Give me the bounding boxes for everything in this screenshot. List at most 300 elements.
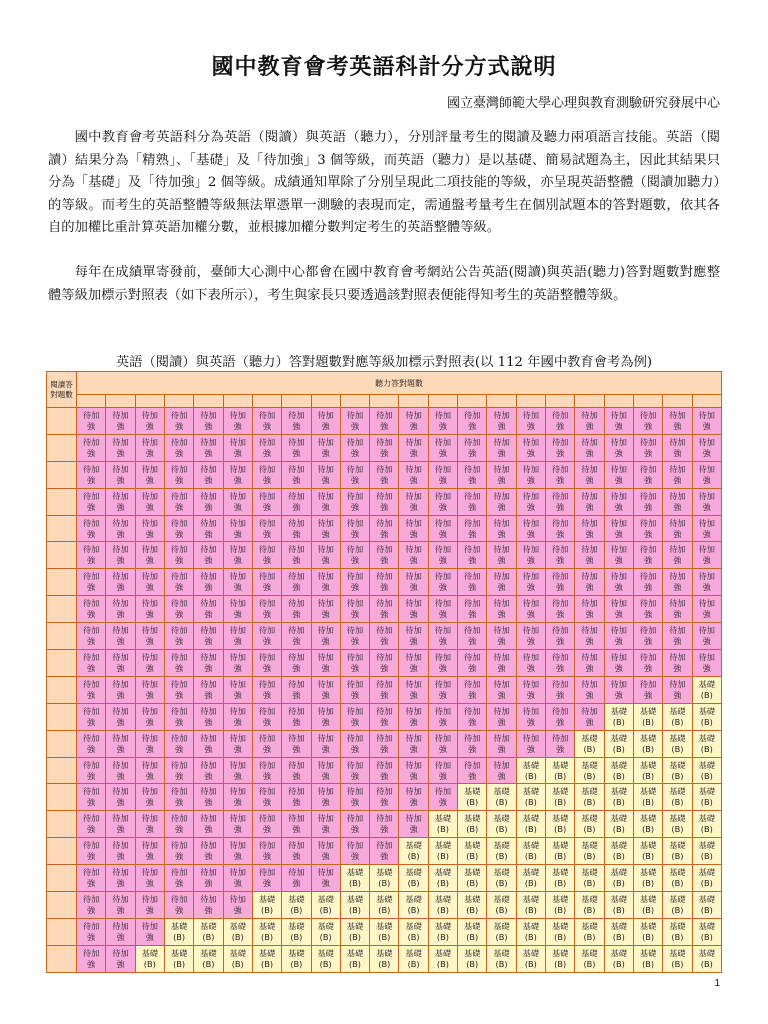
grade-cell-needs-improvement: 待加 強 xyxy=(604,676,633,703)
grade-cell-needs-improvement: 待加 強 xyxy=(164,676,193,703)
grade-cell-needs-improvement: 待加 強 xyxy=(223,811,252,838)
grade-cell-needs-improvement: 待加 強 xyxy=(135,408,164,435)
grade-cell-needs-improvement: 待加 強 xyxy=(340,542,369,569)
grade-cell-needs-improvement: 待加 強 xyxy=(282,408,311,435)
table-row xyxy=(47,623,722,650)
grade-cell-needs-improvement: 待加 強 xyxy=(692,408,721,435)
grade-cell-basic: 基礎 (B) xyxy=(633,703,662,730)
grade-cell-needs-improvement: 待加 強 xyxy=(692,650,721,677)
grade-cell-needs-improvement: 待加 強 xyxy=(135,434,164,461)
grade-cell-basic: 基礎 (B) xyxy=(692,918,721,945)
grade-cell-needs-improvement: 待加 強 xyxy=(77,811,106,838)
grade-cell-needs-improvement: 待加 強 xyxy=(340,811,369,838)
grade-cell-needs-improvement: 待加 強 xyxy=(252,569,281,596)
grade-cell-needs-improvement: 待加 強 xyxy=(370,650,399,677)
grade-cell-needs-improvement: 待加 強 xyxy=(458,703,487,730)
grade-cell-basic: 基礎 (B) xyxy=(516,892,545,919)
grade-cell-needs-improvement: 待加 強 xyxy=(692,488,721,515)
grade-cell-needs-improvement: 待加 強 xyxy=(311,623,340,650)
grade-cell-needs-improvement: 待加 強 xyxy=(194,650,223,677)
grade-cell-needs-improvement: 待加 強 xyxy=(604,408,633,435)
table-row xyxy=(47,838,722,865)
grade-cell-needs-improvement: 待加 強 xyxy=(164,650,193,677)
grade-cell-needs-improvement: 待加 強 xyxy=(282,865,311,892)
grade-cell-needs-improvement: 待加 強 xyxy=(340,730,369,757)
grade-cell-needs-improvement: 待加 強 xyxy=(106,945,135,972)
listening-column-header xyxy=(604,395,633,408)
reading-row-header xyxy=(47,488,77,515)
grade-cell-needs-improvement: 待加 強 xyxy=(487,434,516,461)
listening-column-header xyxy=(106,395,135,408)
grade-cell-needs-improvement: 待加 強 xyxy=(223,488,252,515)
grade-cell-needs-improvement: 待加 強 xyxy=(194,811,223,838)
grade-cell-needs-improvement: 待加 強 xyxy=(575,408,604,435)
grade-cell-needs-improvement: 待加 強 xyxy=(604,650,633,677)
grade-cell-needs-improvement: 待加 強 xyxy=(223,569,252,596)
grade-cell-basic: 基礎 (B) xyxy=(546,892,575,919)
grade-cell-basic: 基礎 (B) xyxy=(575,784,604,811)
reading-row-header xyxy=(47,676,77,703)
grade-cell-basic: 基礎 (B) xyxy=(223,918,252,945)
grade-cell-needs-improvement: 待加 強 xyxy=(252,730,281,757)
grade-cell-needs-improvement: 待加 強 xyxy=(252,784,281,811)
grade-cell-needs-improvement: 待加 強 xyxy=(399,488,428,515)
listening-column-header xyxy=(633,395,662,408)
grade-cell-basic: 基礎 (B) xyxy=(516,757,545,784)
table-row xyxy=(47,784,722,811)
grade-cell-needs-improvement: 待加 強 xyxy=(516,623,545,650)
grade-cell-needs-improvement: 待加 強 xyxy=(663,650,692,677)
grade-cell-needs-improvement: 待加 強 xyxy=(135,892,164,919)
grade-cell-needs-improvement: 待加 強 xyxy=(633,569,662,596)
reading-row-header xyxy=(47,730,77,757)
grade-cell-needs-improvement: 待加 強 xyxy=(458,676,487,703)
grade-cell-needs-improvement: 待加 強 xyxy=(311,650,340,677)
grade-cell-needs-improvement: 待加 強 xyxy=(311,515,340,542)
grade-cell-needs-improvement: 待加 強 xyxy=(311,676,340,703)
grade-cell-basic: 基礎 (B) xyxy=(692,730,721,757)
grade-cell-basic: 基礎 (B) xyxy=(223,945,252,972)
grade-cell-needs-improvement: 待加 強 xyxy=(252,703,281,730)
grade-cell-basic: 基礎 (B) xyxy=(164,918,193,945)
grade-cell-basic: 基礎 (B) xyxy=(487,838,516,865)
grade-cell-basic: 基礎 (B) xyxy=(633,865,662,892)
grade-cell-basic: 基礎 (B) xyxy=(487,945,516,972)
grade-cell-needs-improvement: 待加 強 xyxy=(106,623,135,650)
grade-cell-basic: 基礎 (B) xyxy=(282,945,311,972)
grade-cell-needs-improvement: 待加 強 xyxy=(135,811,164,838)
grade-cell-basic: 基礎 (B) xyxy=(370,945,399,972)
grade-cell-needs-improvement: 待加 強 xyxy=(252,408,281,435)
grade-cell-needs-improvement: 待加 強 xyxy=(194,623,223,650)
grade-cell-basic: 基礎 (B) xyxy=(633,918,662,945)
grade-cell-needs-improvement: 待加 強 xyxy=(399,757,428,784)
grade-cell-needs-improvement: 待加 強 xyxy=(546,676,575,703)
grade-cell-basic: 基礎 (B) xyxy=(282,918,311,945)
grade-cell-needs-improvement: 待加 強 xyxy=(282,488,311,515)
grade-cell-needs-improvement: 待加 強 xyxy=(633,434,662,461)
grade-cell-basic: 基礎 (B) xyxy=(692,784,721,811)
listening-column-header xyxy=(164,395,193,408)
grade-cell-basic: 基礎 (B) xyxy=(340,892,369,919)
grade-cell-needs-improvement: 待加 強 xyxy=(311,703,340,730)
grade-cell-needs-improvement: 待加 強 xyxy=(106,408,135,435)
grade-cell-needs-improvement: 待加 強 xyxy=(135,784,164,811)
listening-header: 聽力答對題數 xyxy=(77,372,722,395)
grade-cell-basic: 基礎 (B) xyxy=(428,865,457,892)
grade-cell-needs-improvement: 待加 強 xyxy=(487,515,516,542)
grade-cell-needs-improvement: 待加 強 xyxy=(135,650,164,677)
grade-cell-needs-improvement: 待加 強 xyxy=(194,757,223,784)
grade-cell-needs-improvement: 待加 強 xyxy=(604,461,633,488)
grade-cell-basic: 基礎 (B) xyxy=(458,945,487,972)
grade-cell-needs-improvement: 待加 強 xyxy=(663,676,692,703)
grade-cell-needs-improvement: 待加 強 xyxy=(135,838,164,865)
grade-cell-basic: 基礎 (B) xyxy=(399,945,428,972)
grade-cell-basic: 基礎 (B) xyxy=(516,918,545,945)
listening-column-header xyxy=(370,395,399,408)
grade-cell-needs-improvement: 待加 強 xyxy=(223,434,252,461)
grade-cell-basic: 基礎 (B) xyxy=(692,703,721,730)
grade-cell-needs-improvement: 待加 強 xyxy=(633,408,662,435)
table-row xyxy=(47,488,722,515)
grade-cell-needs-improvement: 待加 強 xyxy=(692,434,721,461)
grade-cell-needs-improvement: 待加 強 xyxy=(311,408,340,435)
listening-column-header xyxy=(458,395,487,408)
grade-cell-basic: 基礎 (B) xyxy=(575,945,604,972)
grade-cell-needs-improvement: 待加 強 xyxy=(106,461,135,488)
grade-cell-basic: 基礎 (B) xyxy=(546,811,575,838)
grade-cell-needs-improvement: 待加 強 xyxy=(546,408,575,435)
grade-cell-basic: 基礎 (B) xyxy=(575,838,604,865)
grade-cell-needs-improvement: 待加 強 xyxy=(223,703,252,730)
grade-cell-needs-improvement: 待加 強 xyxy=(399,811,428,838)
grade-cell-basic: 基礎 (B) xyxy=(516,811,545,838)
grade-cell-needs-improvement: 待加 強 xyxy=(135,757,164,784)
grade-cell-needs-improvement: 待加 強 xyxy=(135,676,164,703)
corner-label-reading: 閱讀答對題數 xyxy=(47,372,77,408)
grade-cell-needs-improvement: 待加 強 xyxy=(282,811,311,838)
grade-cell-needs-improvement: 待加 強 xyxy=(575,461,604,488)
grade-cell-basic: 基礎 (B) xyxy=(428,838,457,865)
grade-cell-needs-improvement: 待加 強 xyxy=(340,703,369,730)
grade-cell-basic: 基礎 (B) xyxy=(487,892,516,919)
grade-cell-needs-improvement: 待加 強 xyxy=(399,703,428,730)
grade-cell-needs-improvement: 待加 強 xyxy=(164,569,193,596)
grade-cell-needs-improvement: 待加 強 xyxy=(370,623,399,650)
grade-cell-needs-improvement: 待加 強 xyxy=(487,676,516,703)
grade-cell-needs-improvement: 待加 強 xyxy=(663,488,692,515)
reading-row-header xyxy=(47,542,77,569)
paragraph-intro: 國中教育會考英語科分為英語（閱讀）與英語（聽力），分別評量考生的閱讀及聽力兩項語言技能。英語（閱讀）結果分為「精熟」、「基礎」及「待加強」3 個等級，而英語（聽力）是以基礎、簡易試題為主，因此其結果只分為「基礎」及「待加強」2 個等級。成績通知單除了分別呈現此二項技能的等級，亦呈現英語整體（閱讀加聽力）的等級。而考生的英語整體等級無法單憑單一測驗的表現而定，需通盤考量考生在個別試題本的答對題數，依其各自的加權比重計算英語加權分數，並根據加權分數判定考生的英語整體等級。 xyxy=(48,130,720,235)
grade-cell-needs-improvement: 待加 強 xyxy=(223,650,252,677)
grade-cell-needs-improvement: 待加 強 xyxy=(458,461,487,488)
grade-cell-basic: 基礎 (B) xyxy=(575,757,604,784)
grade-cell-basic: 基礎 (B) xyxy=(575,892,604,919)
grade-cell-needs-improvement: 待加 強 xyxy=(164,515,193,542)
grade-cell-needs-improvement: 待加 強 xyxy=(77,515,106,542)
grade-cell-basic: 基礎 (B) xyxy=(604,703,633,730)
grade-cell-basic: 基礎 (B) xyxy=(546,918,575,945)
grade-cell-needs-improvement: 待加 強 xyxy=(370,811,399,838)
grade-cell-needs-improvement: 待加 強 xyxy=(546,650,575,677)
grade-cell-needs-improvement: 待加 強 xyxy=(487,542,516,569)
grade-cell-needs-improvement: 待加 強 xyxy=(77,703,106,730)
grade-cell-needs-improvement: 待加 強 xyxy=(633,542,662,569)
grade-cell-needs-improvement: 待加 強 xyxy=(106,811,135,838)
grade-cell-needs-improvement: 待加 強 xyxy=(194,865,223,892)
grade-cell-needs-improvement: 待加 強 xyxy=(428,730,457,757)
grade-cell-needs-improvement: 待加 強 xyxy=(77,865,106,892)
grade-cell-needs-improvement: 待加 強 xyxy=(194,542,223,569)
grade-cell-needs-improvement: 待加 強 xyxy=(663,623,692,650)
grade-cell-needs-improvement: 待加 強 xyxy=(164,730,193,757)
grade-cell-needs-improvement: 待加 強 xyxy=(164,488,193,515)
grade-cell-basic: 基礎 (B) xyxy=(604,865,633,892)
grade-cell-needs-improvement: 待加 強 xyxy=(194,408,223,435)
listening-column-header xyxy=(77,395,106,408)
grade-lookup-table xyxy=(46,371,722,973)
grade-cell-needs-improvement: 待加 強 xyxy=(282,515,311,542)
grade-cell-needs-improvement: 待加 強 xyxy=(223,623,252,650)
grade-cell-needs-improvement: 待加 強 xyxy=(575,488,604,515)
grade-cell-basic: 基礎 (B) xyxy=(546,757,575,784)
grade-cell-needs-improvement: 待加 強 xyxy=(164,811,193,838)
grade-cell-basic: 基礎 (B) xyxy=(604,838,633,865)
grade-cell-needs-improvement: 待加 強 xyxy=(252,865,281,892)
grade-cell-basic: 基礎 (B) xyxy=(575,811,604,838)
grade-cell-needs-improvement: 待加 強 xyxy=(487,650,516,677)
grade-cell-needs-improvement: 待加 強 xyxy=(194,488,223,515)
grade-cell-needs-improvement: 待加 強 xyxy=(604,623,633,650)
grade-cell-needs-improvement: 待加 強 xyxy=(223,730,252,757)
grade-cell-needs-improvement: 待加 強 xyxy=(77,434,106,461)
grade-cell-needs-improvement: 待加 強 xyxy=(516,488,545,515)
grade-cell-needs-improvement: 待加 強 xyxy=(164,892,193,919)
grade-cell-basic: 基礎 (B) xyxy=(663,892,692,919)
grade-cell-needs-improvement: 待加 強 xyxy=(370,488,399,515)
grade-cell-needs-improvement: 待加 強 xyxy=(428,461,457,488)
table-row xyxy=(47,730,722,757)
grade-cell-needs-improvement: 待加 強 xyxy=(370,838,399,865)
grade-cell-needs-improvement: 待加 強 xyxy=(399,676,428,703)
listening-column-header xyxy=(311,395,340,408)
grade-cell-needs-improvement: 待加 強 xyxy=(487,730,516,757)
grade-cell-needs-improvement: 待加 強 xyxy=(546,623,575,650)
grade-cell-needs-improvement: 待加 強 xyxy=(311,838,340,865)
grade-cell-needs-improvement: 待加 強 xyxy=(106,918,135,945)
grade-cell-needs-improvement: 待加 強 xyxy=(340,515,369,542)
table-row xyxy=(47,408,722,435)
grade-cell-needs-improvement: 待加 強 xyxy=(106,676,135,703)
grade-cell-needs-improvement: 待加 強 xyxy=(546,569,575,596)
grade-cell-needs-improvement: 待加 強 xyxy=(575,676,604,703)
table-row xyxy=(47,865,722,892)
grade-cell-needs-improvement: 待加 強 xyxy=(194,515,223,542)
grade-cell-needs-improvement: 待加 強 xyxy=(487,488,516,515)
grade-cell-basic: 基礎 (B) xyxy=(428,892,457,919)
grade-cell-needs-improvement: 待加 強 xyxy=(282,542,311,569)
grade-cell-basic: 基礎 (B) xyxy=(164,945,193,972)
grade-cell-basic: 基礎 (B) xyxy=(135,945,164,972)
grade-cell-needs-improvement: 待加 強 xyxy=(164,757,193,784)
grade-cell-needs-improvement: 待加 強 xyxy=(164,408,193,435)
grade-cell-needs-improvement: 待加 強 xyxy=(164,865,193,892)
grade-cell-needs-improvement: 待加 強 xyxy=(487,703,516,730)
grade-cell-needs-improvement: 待加 強 xyxy=(458,408,487,435)
table-row xyxy=(47,650,722,677)
grade-cell-needs-improvement: 待加 強 xyxy=(77,676,106,703)
grade-cell-basic: 基礎 (B) xyxy=(458,918,487,945)
grade-cell-needs-improvement: 待加 強 xyxy=(194,596,223,623)
grade-cell-needs-improvement: 待加 強 xyxy=(77,408,106,435)
grade-cell-needs-improvement: 待加 強 xyxy=(135,542,164,569)
grade-cell-basic: 基礎 (B) xyxy=(575,730,604,757)
grade-cell-needs-improvement: 待加 強 xyxy=(282,838,311,865)
grade-cell-basic: 基礎 (B) xyxy=(399,838,428,865)
listening-column-header xyxy=(663,395,692,408)
listening-column-header xyxy=(487,395,516,408)
grade-cell-needs-improvement: 待加 強 xyxy=(692,515,721,542)
grade-cell-basic: 基礎 (B) xyxy=(663,811,692,838)
table-row xyxy=(47,461,722,488)
grade-cell-basic: 基礎 (B) xyxy=(428,811,457,838)
grade-cell-needs-improvement: 待加 強 xyxy=(546,461,575,488)
grade-cell-needs-improvement: 待加 強 xyxy=(370,542,399,569)
grade-cell-needs-improvement: 待加 強 xyxy=(223,784,252,811)
grade-cell-basic: 基礎 (B) xyxy=(604,757,633,784)
grade-cell-basic: 基礎 (B) xyxy=(340,918,369,945)
grade-cell-needs-improvement: 待加 強 xyxy=(663,434,692,461)
table-row xyxy=(47,676,722,703)
grade-cell-needs-improvement: 待加 強 xyxy=(546,488,575,515)
grade-cell-needs-improvement: 待加 強 xyxy=(135,918,164,945)
grade-cell-needs-improvement: 待加 強 xyxy=(223,676,252,703)
grade-cell-needs-improvement: 待加 強 xyxy=(428,542,457,569)
grade-cell-needs-improvement: 待加 強 xyxy=(458,730,487,757)
grade-cell-basic: 基礎 (B) xyxy=(516,838,545,865)
grade-cell-needs-improvement: 待加 強 xyxy=(223,596,252,623)
grade-cell-needs-improvement: 待加 強 xyxy=(458,542,487,569)
reading-row-header xyxy=(47,408,77,435)
grade-cell-basic: 基礎 (B) xyxy=(516,865,545,892)
grade-cell-basic: 基礎 (B) xyxy=(633,784,662,811)
grade-cell-needs-improvement: 待加 強 xyxy=(135,623,164,650)
grade-cell-basic: 基礎 (B) xyxy=(458,784,487,811)
grade-cell-needs-improvement: 待加 強 xyxy=(311,757,340,784)
grade-cell-needs-improvement: 待加 強 xyxy=(340,461,369,488)
grade-cell-basic: 基礎 (B) xyxy=(194,918,223,945)
grade-cell-needs-improvement: 待加 強 xyxy=(633,676,662,703)
reading-row-header xyxy=(47,838,77,865)
grade-cell-basic: 基礎 (B) xyxy=(370,865,399,892)
listening-column-header xyxy=(546,395,575,408)
grade-cell-needs-improvement: 待加 強 xyxy=(135,703,164,730)
grade-cell-needs-improvement: 待加 強 xyxy=(692,623,721,650)
grade-cell-needs-improvement: 待加 強 xyxy=(194,434,223,461)
grade-cell-basic: 基礎 (B) xyxy=(370,892,399,919)
grade-cell-needs-improvement: 待加 強 xyxy=(252,650,281,677)
reading-row-header xyxy=(47,569,77,596)
grade-cell-needs-improvement: 待加 強 xyxy=(135,515,164,542)
grade-cell-basic: 基礎 (B) xyxy=(252,918,281,945)
grade-cell-needs-improvement: 待加 強 xyxy=(546,515,575,542)
grade-cell-needs-improvement: 待加 強 xyxy=(458,515,487,542)
grade-cell-basic: 基礎 (B) xyxy=(428,945,457,972)
grade-cell-needs-improvement: 待加 強 xyxy=(106,757,135,784)
table-row xyxy=(47,757,722,784)
grade-cell-basic: 基礎 (B) xyxy=(458,838,487,865)
grade-cell-basic: 基礎 (B) xyxy=(340,945,369,972)
reading-row-header xyxy=(47,811,77,838)
grade-cell-needs-improvement: 待加 強 xyxy=(546,730,575,757)
reading-row-header xyxy=(47,623,77,650)
grade-cell-needs-improvement: 待加 強 xyxy=(663,596,692,623)
grade-cell-needs-improvement: 待加 強 xyxy=(516,730,545,757)
grade-cell-basic: 基礎 (B) xyxy=(633,757,662,784)
grade-cell-needs-improvement: 待加 強 xyxy=(399,730,428,757)
grade-cell-needs-improvement: 待加 強 xyxy=(252,596,281,623)
grade-cell-basic: 基礎 (B) xyxy=(692,865,721,892)
grade-cell-needs-improvement: 待加 強 xyxy=(575,596,604,623)
grade-cell-needs-improvement: 待加 強 xyxy=(252,811,281,838)
grade-cell-needs-improvement: 待加 強 xyxy=(399,596,428,623)
grade-cell-basic: 基礎 (B) xyxy=(692,676,721,703)
grade-cell-needs-improvement: 待加 強 xyxy=(428,569,457,596)
grade-cell-needs-improvement: 待加 強 xyxy=(77,838,106,865)
grade-cell-basic: 基礎 (B) xyxy=(663,757,692,784)
reading-row-header xyxy=(47,703,77,730)
grade-cell-basic: 基礎 (B) xyxy=(487,784,516,811)
grade-cell-basic: 基礎 (B) xyxy=(604,730,633,757)
grade-cell-basic: 基礎 (B) xyxy=(282,892,311,919)
grade-cell-needs-improvement: 待加 強 xyxy=(633,515,662,542)
grade-cell-needs-improvement: 待加 強 xyxy=(546,542,575,569)
grade-cell-needs-improvement: 待加 強 xyxy=(135,865,164,892)
grade-cell-needs-improvement: 待加 強 xyxy=(399,515,428,542)
grade-cell-needs-improvement: 待加 強 xyxy=(516,569,545,596)
grade-cell-needs-improvement: 待加 強 xyxy=(546,596,575,623)
grade-cell-needs-improvement: 待加 強 xyxy=(428,650,457,677)
grade-cell-needs-improvement: 待加 強 xyxy=(106,703,135,730)
grade-cell-basic: 基礎 (B) xyxy=(692,945,721,972)
grade-cell-needs-improvement: 待加 強 xyxy=(106,515,135,542)
grade-cell-needs-improvement: 待加 強 xyxy=(340,623,369,650)
grade-cell-needs-improvement: 待加 強 xyxy=(575,650,604,677)
grade-cell-needs-improvement: 待加 強 xyxy=(106,784,135,811)
grade-cell-needs-improvement: 待加 強 xyxy=(223,838,252,865)
grade-cell-needs-improvement: 待加 強 xyxy=(370,434,399,461)
grade-cell-needs-improvement: 待加 強 xyxy=(370,757,399,784)
grade-cell-needs-improvement: 待加 強 xyxy=(340,784,369,811)
grade-cell-needs-improvement: 待加 強 xyxy=(428,488,457,515)
grade-cell-basic: 基礎 (B) xyxy=(487,811,516,838)
grade-cell-needs-improvement: 待加 強 xyxy=(77,918,106,945)
grade-cell-basic: 基礎 (B) xyxy=(663,918,692,945)
grade-cell-basic: 基礎 (B) xyxy=(604,918,633,945)
table-caption: 英語（閱讀）與英語（聽力）答對題數對應等級加標示對照表(以 112 年國中教育會考為例) xyxy=(115,355,653,370)
grade-cell-needs-improvement: 待加 強 xyxy=(575,542,604,569)
grade-cell-basic: 基礎 (B) xyxy=(311,918,340,945)
grade-cell-needs-improvement: 待加 強 xyxy=(223,461,252,488)
grade-cell-needs-improvement: 待加 強 xyxy=(458,757,487,784)
grade-cell-needs-improvement: 待加 強 xyxy=(223,865,252,892)
grade-cell-needs-improvement: 待加 強 xyxy=(282,730,311,757)
grade-cell-needs-improvement: 待加 強 xyxy=(282,703,311,730)
affiliation: 國立臺灣師範大學心理與教育測驗研究發展中心 xyxy=(446,96,720,111)
grade-cell-needs-improvement: 待加 強 xyxy=(487,461,516,488)
grade-cell-needs-improvement: 待加 強 xyxy=(663,461,692,488)
